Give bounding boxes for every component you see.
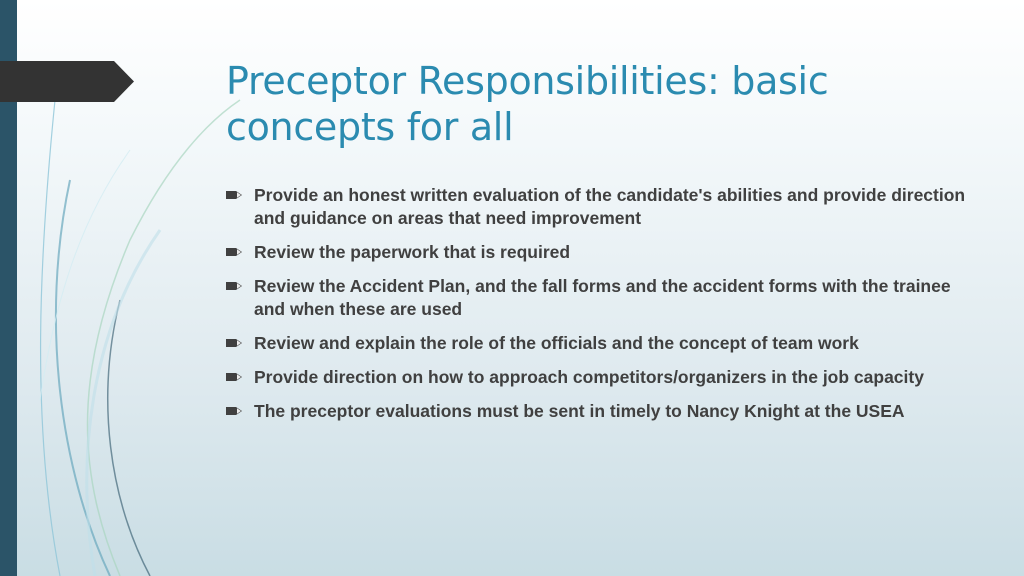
slide-title: Preceptor Responsibilities: basic concepts for all [226,59,829,149]
pencil-bullet-icon [226,337,242,349]
pencil-bullet-icon [226,280,242,292]
bullet-item [226,366,986,389]
bullet-item [226,400,986,423]
bullet-text: Provide direction on how to approach competitors/organizers in the job capacity [254,367,924,387]
bullet-item [226,184,986,230]
bullet-text: Review the Accident Plan, and the fall forms and the accident forms with the trainee and when these are used [254,276,951,319]
bullet-text: Provide an honest written evaluation of the candidate's abilities and provide direction and guidance on areas that need improvement [254,185,966,228]
bullet-item [226,275,986,321]
pencil-bullet-icon [226,405,242,417]
pencil-bullet-icon [226,371,242,383]
bullet-item [226,332,986,355]
bullet-item [226,241,986,264]
pencil-bullet-icon [226,246,242,258]
bullet-text: Review and explain the role of the officials and the concept of team work [254,333,859,353]
pencil-bullet-icon [226,189,242,201]
bullet-text: Review the paperwork that is required [254,242,571,262]
bullet-text: The preceptor evaluations must be sent in timely to Nancy Knight at the USEA [254,401,905,421]
title-accent-arrow [0,61,134,102]
bullet-list [226,184,986,434]
